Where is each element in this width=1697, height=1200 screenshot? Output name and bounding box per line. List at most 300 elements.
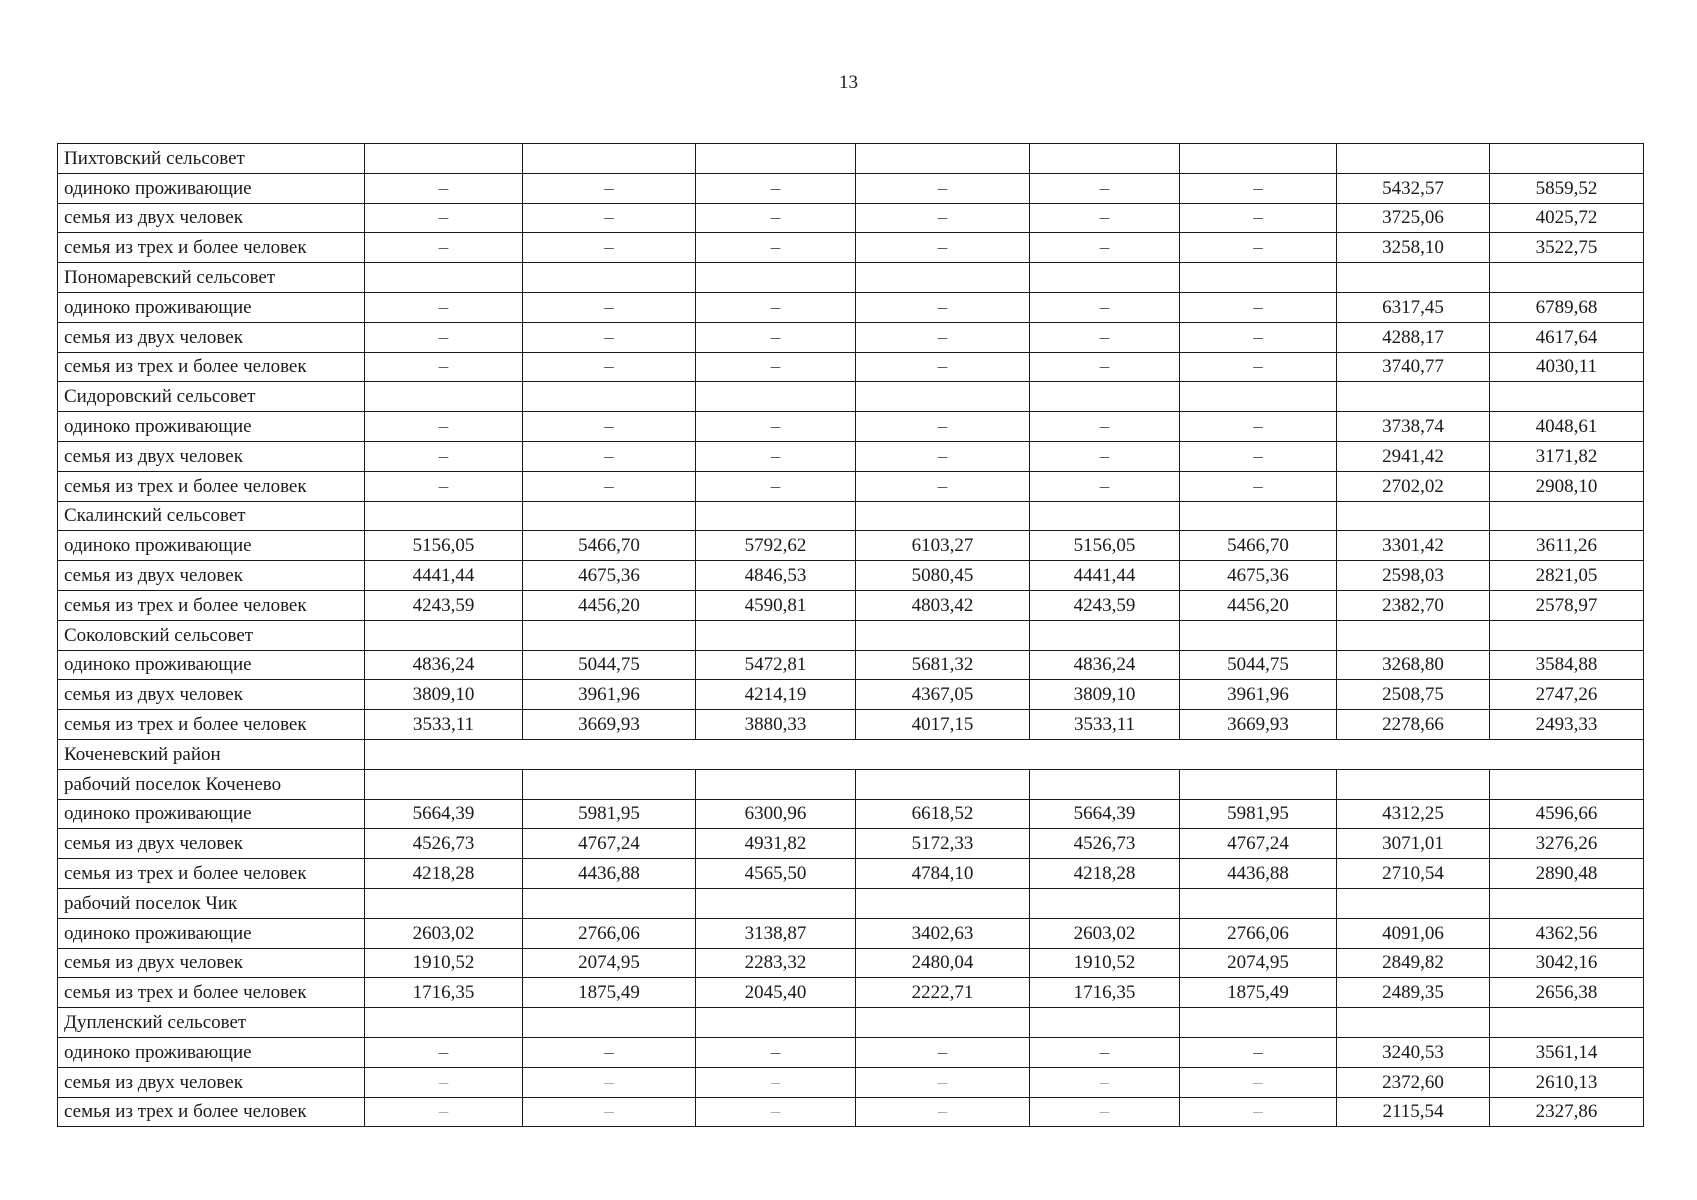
value-cell: 6618,52 [856, 799, 1030, 829]
section-name: Соколовский сельсовет [58, 620, 365, 650]
dash-cell: – [696, 233, 856, 263]
value-cell: 4526,73 [1030, 829, 1180, 859]
value-cell: 4025,72 [1490, 203, 1644, 233]
dash-cell: – [1030, 412, 1180, 442]
empty-cell [523, 888, 696, 918]
empty-cell [1337, 769, 1490, 799]
row-label: семья из двух человек [58, 203, 365, 233]
dash-cell: – [856, 233, 1030, 263]
dash-cell: – [1030, 441, 1180, 471]
empty-cell [1180, 382, 1337, 412]
dash-cell: – [1030, 471, 1180, 501]
row-label: одиноко проживающие [58, 1037, 365, 1067]
value-cell: 2489,35 [1337, 978, 1490, 1008]
value-cell: 5981,95 [1180, 799, 1337, 829]
empty-cell [523, 501, 696, 531]
empty-cell [1030, 1008, 1180, 1038]
value-cell: 6300,96 [696, 799, 856, 829]
dash-cell: – [365, 1067, 523, 1097]
value-cell: 2702,02 [1337, 471, 1490, 501]
empty-cell [856, 1008, 1030, 1038]
value-cell: 3258,10 [1337, 233, 1490, 263]
empty-cell [1337, 888, 1490, 918]
value-cell: 3809,10 [365, 680, 523, 710]
section-header-row [58, 382, 1644, 412]
dash-cell: – [856, 471, 1030, 501]
dash-cell: – [856, 352, 1030, 382]
dash-cell: – [856, 292, 1030, 322]
dash-cell: – [523, 1097, 696, 1127]
row-label: одиноко проживающие [58, 799, 365, 829]
empty-cell [1030, 620, 1180, 650]
value-cell: 3071,01 [1337, 829, 1490, 859]
empty-cell [1180, 263, 1337, 293]
empty-cell [1337, 382, 1490, 412]
table-row [58, 531, 1644, 561]
empty-cell [1030, 501, 1180, 531]
value-cell: 3533,11 [1030, 710, 1180, 740]
row-label: семья из двух человек [58, 948, 365, 978]
empty-cell [1490, 888, 1644, 918]
value-cell: 5044,75 [1180, 650, 1337, 680]
dash-cell: – [523, 352, 696, 382]
value-cell: 2766,06 [523, 918, 696, 948]
dash-cell: – [365, 1097, 523, 1127]
dash-cell: – [1180, 471, 1337, 501]
empty-cell [1180, 888, 1337, 918]
dash-cell: – [1030, 322, 1180, 352]
value-cell: 2222,71 [856, 978, 1030, 1008]
value-cell: 4441,44 [365, 561, 523, 591]
section-name: рабочий поселок Чик [58, 888, 365, 918]
value-cell: 2766,06 [1180, 918, 1337, 948]
value-cell: 2890,48 [1490, 859, 1644, 889]
value-cell: 4617,64 [1490, 322, 1644, 352]
value-cell: 2327,86 [1490, 1097, 1644, 1127]
value-cell: 5156,05 [365, 531, 523, 561]
empty-cell [1337, 1008, 1490, 1038]
value-cell: 4048,61 [1490, 412, 1644, 442]
value-cell: 4441,44 [1030, 561, 1180, 591]
section-name: Пономаревский сельсовет [58, 263, 365, 293]
table-row [58, 322, 1644, 352]
table-row [58, 292, 1644, 322]
value-cell: 4243,59 [1030, 590, 1180, 620]
value-cell: 3301,42 [1337, 531, 1490, 561]
value-cell: 4590,81 [696, 590, 856, 620]
empty-cell [365, 144, 523, 174]
dash-cell: – [1030, 292, 1180, 322]
empty-cell [696, 1008, 856, 1038]
empty-cell [523, 144, 696, 174]
dash-cell: – [856, 173, 1030, 203]
value-cell: 5664,39 [365, 799, 523, 829]
empty-cell [696, 263, 856, 293]
value-cell: 2493,33 [1490, 710, 1644, 740]
empty-cell [696, 501, 856, 531]
empty-cell [1337, 620, 1490, 650]
row-label: одиноко проживающие [58, 650, 365, 680]
value-cell: 4218,28 [365, 859, 523, 889]
row-label: одиноко проживающие [58, 531, 365, 561]
value-cell: 3738,74 [1337, 412, 1490, 442]
table-row [58, 203, 1644, 233]
value-cell: 4091,06 [1337, 918, 1490, 948]
value-cell: 2821,05 [1490, 561, 1644, 591]
table-row [58, 1097, 1644, 1127]
empty-cell [1030, 263, 1180, 293]
value-cell: 2603,02 [365, 918, 523, 948]
value-cell: 4362,56 [1490, 918, 1644, 948]
value-cell: 4288,17 [1337, 322, 1490, 352]
value-cell: 3961,96 [1180, 680, 1337, 710]
value-cell: 3402,63 [856, 918, 1030, 948]
value-cell: 1716,35 [1030, 978, 1180, 1008]
value-cell: 6789,68 [1490, 292, 1644, 322]
value-cell: 3669,93 [523, 710, 696, 740]
dash-cell: – [365, 471, 523, 501]
value-cell: 3880,33 [696, 710, 856, 740]
table-row [58, 233, 1644, 263]
dash-cell: – [856, 1097, 1030, 1127]
row-label: семья из двух человек [58, 680, 365, 710]
dash-cell: – [365, 233, 523, 263]
table-row [58, 590, 1644, 620]
row-label: семья из двух человек [58, 322, 365, 352]
empty-cell [523, 1008, 696, 1038]
district-name: Коченевский район [58, 739, 365, 769]
value-cell: 5172,33 [856, 829, 1030, 859]
value-cell: 4017,15 [856, 710, 1030, 740]
dash-cell: – [1180, 203, 1337, 233]
value-cell: 5432,57 [1337, 173, 1490, 203]
value-cell: 2610,13 [1490, 1067, 1644, 1097]
dash-cell: – [365, 1037, 523, 1067]
dash-cell: – [856, 441, 1030, 471]
row-label: семья из трех и более человек [58, 590, 365, 620]
section-header-row [58, 501, 1644, 531]
section-header-row [58, 888, 1644, 918]
dash-cell: – [523, 203, 696, 233]
row-label: одиноко проживающие [58, 292, 365, 322]
dash-cell: – [1030, 1037, 1180, 1067]
dash-cell: – [365, 203, 523, 233]
empty-cell [696, 620, 856, 650]
value-cell: 4836,24 [1030, 650, 1180, 680]
value-cell: 3171,82 [1490, 441, 1644, 471]
value-cell: 1875,49 [523, 978, 696, 1008]
empty-cell [1180, 769, 1337, 799]
dash-cell: – [365, 352, 523, 382]
table-row [58, 799, 1644, 829]
value-cell: 2372,60 [1337, 1067, 1490, 1097]
empty-cell [696, 144, 856, 174]
row-label: одиноко проживающие [58, 918, 365, 948]
table-row [58, 412, 1644, 442]
value-cell: 5792,62 [696, 531, 856, 561]
page-number: 13 [839, 72, 858, 93]
tariff-table [57, 143, 1644, 1127]
dash-cell: – [1180, 322, 1337, 352]
section-header-row [58, 144, 1644, 174]
value-cell: 4367,05 [856, 680, 1030, 710]
row-label: семья из двух человек [58, 1067, 365, 1097]
empty-cell [1180, 501, 1337, 531]
dash-cell: – [1180, 173, 1337, 203]
value-cell: 1716,35 [365, 978, 523, 1008]
dash-cell: – [856, 203, 1030, 233]
value-cell: 2603,02 [1030, 918, 1180, 948]
value-cell: 2508,75 [1337, 680, 1490, 710]
table-row [58, 352, 1644, 382]
value-cell: 2849,82 [1337, 948, 1490, 978]
value-cell: 2115,54 [1337, 1097, 1490, 1127]
dash-cell: – [523, 322, 696, 352]
row-label: семья из трех и более человек [58, 859, 365, 889]
value-cell: 5466,70 [523, 531, 696, 561]
empty-cell [696, 382, 856, 412]
empty-cell [856, 382, 1030, 412]
section-name: Сидоровский сельсовет [58, 382, 365, 412]
value-cell: 6103,27 [856, 531, 1030, 561]
value-cell: 4030,11 [1490, 352, 1644, 382]
value-cell: 2578,97 [1490, 590, 1644, 620]
dash-cell: – [365, 322, 523, 352]
empty-cell [1490, 382, 1644, 412]
section-header-row [58, 769, 1644, 799]
dash-cell: – [856, 412, 1030, 442]
value-cell: 4596,66 [1490, 799, 1644, 829]
district-header-row [58, 739, 1644, 769]
section-name: Дупленский сельсовет [58, 1008, 365, 1038]
value-cell: 3522,75 [1490, 233, 1644, 263]
value-cell: 2074,95 [1180, 948, 1337, 978]
value-cell: 2382,70 [1337, 590, 1490, 620]
value-cell: 4565,50 [696, 859, 856, 889]
dash-cell: – [696, 412, 856, 442]
empty-cell [1030, 769, 1180, 799]
row-label: семья из трех и более человек [58, 710, 365, 740]
row-label: одиноко проживающие [58, 173, 365, 203]
value-cell: 2278,66 [1337, 710, 1490, 740]
empty-cell [365, 382, 523, 412]
value-cell: 4436,88 [523, 859, 696, 889]
value-cell: 3533,11 [365, 710, 523, 740]
empty-cell [1490, 769, 1644, 799]
row-label: одиноко проживающие [58, 412, 365, 442]
dash-cell: – [696, 471, 856, 501]
section-name: Скалинский сельсовет [58, 501, 365, 531]
value-cell: 5472,81 [696, 650, 856, 680]
value-cell: 5664,39 [1030, 799, 1180, 829]
value-cell: 4218,28 [1030, 859, 1180, 889]
value-cell: 5044,75 [523, 650, 696, 680]
value-cell: 3138,87 [696, 918, 856, 948]
dash-cell: – [1030, 203, 1180, 233]
table-row [58, 948, 1644, 978]
dash-cell: – [1030, 352, 1180, 382]
value-cell: 4803,42 [856, 590, 1030, 620]
dash-cell: – [365, 292, 523, 322]
value-cell: 2598,03 [1337, 561, 1490, 591]
value-cell: 3584,88 [1490, 650, 1644, 680]
dash-cell: – [856, 1067, 1030, 1097]
value-cell: 3561,14 [1490, 1037, 1644, 1067]
table-row [58, 829, 1644, 859]
row-label: семья из трех и более человек [58, 978, 365, 1008]
row-label: семья из трех и более человек [58, 233, 365, 263]
empty-cell [365, 888, 523, 918]
value-cell: 4526,73 [365, 829, 523, 859]
value-cell: 6317,45 [1337, 292, 1490, 322]
value-cell: 5981,95 [523, 799, 696, 829]
value-cell: 4836,24 [365, 650, 523, 680]
empty-cell [856, 620, 1030, 650]
value-cell: 4846,53 [696, 561, 856, 591]
value-cell: 4784,10 [856, 859, 1030, 889]
value-cell: 2283,32 [696, 948, 856, 978]
value-cell: 2941,42 [1337, 441, 1490, 471]
row-label: семья из двух человек [58, 441, 365, 471]
value-cell: 3725,06 [1337, 203, 1490, 233]
empty-cell [365, 620, 523, 650]
dash-cell: – [523, 1067, 696, 1097]
value-cell: 5156,05 [1030, 531, 1180, 561]
value-cell: 3740,77 [1337, 352, 1490, 382]
empty-cell [523, 620, 696, 650]
empty-cell [1030, 144, 1180, 174]
dash-cell: – [1030, 173, 1180, 203]
table-row [58, 1037, 1644, 1067]
section-header-row [58, 263, 1644, 293]
dash-cell: – [1180, 292, 1337, 322]
value-cell: 5080,45 [856, 561, 1030, 591]
table-row [58, 650, 1644, 680]
dash-cell: – [1030, 1097, 1180, 1127]
dash-cell: – [696, 441, 856, 471]
dash-cell: – [696, 352, 856, 382]
table-row [58, 978, 1644, 1008]
value-cell: 3669,93 [1180, 710, 1337, 740]
dash-cell: – [523, 412, 696, 442]
table-body [58, 144, 1644, 1127]
dash-cell: – [696, 1037, 856, 1067]
value-cell: 4312,25 [1337, 799, 1490, 829]
empty-cell [1490, 1008, 1644, 1038]
dash-cell: – [365, 441, 523, 471]
value-cell: 5859,52 [1490, 173, 1644, 203]
dash-cell: – [523, 173, 696, 203]
value-cell: 1910,52 [365, 948, 523, 978]
empty-cell [696, 769, 856, 799]
table-row [58, 173, 1644, 203]
value-cell: 3611,26 [1490, 531, 1644, 561]
dash-cell: – [696, 322, 856, 352]
empty-cell [856, 144, 1030, 174]
empty-cell [1180, 620, 1337, 650]
section-header-row [58, 620, 1644, 650]
dash-cell: – [523, 292, 696, 322]
empty-cell [365, 263, 523, 293]
value-cell: 3042,16 [1490, 948, 1644, 978]
value-cell: 5466,70 [1180, 531, 1337, 561]
dash-cell: – [1030, 233, 1180, 263]
value-cell: 2045,40 [696, 978, 856, 1008]
section-name: Пихтовский сельсовет [58, 144, 365, 174]
dash-cell: – [696, 173, 856, 203]
empty-cell [365, 769, 523, 799]
empty-cell [1337, 501, 1490, 531]
section-header-row [58, 1008, 1644, 1038]
row-label: семья из двух человек [58, 561, 365, 591]
dash-cell: – [1180, 352, 1337, 382]
table-row [58, 1067, 1644, 1097]
value-cell: 4931,82 [696, 829, 856, 859]
empty-cell [1490, 144, 1644, 174]
dash-cell: – [523, 471, 696, 501]
empty-cell [1337, 263, 1490, 293]
value-cell: 4436,88 [1180, 859, 1337, 889]
empty-cell [856, 769, 1030, 799]
dash-cell: – [856, 1037, 1030, 1067]
empty-cell [1337, 144, 1490, 174]
value-cell: 5681,32 [856, 650, 1030, 680]
value-cell: 4675,36 [1180, 561, 1337, 591]
value-cell: 2074,95 [523, 948, 696, 978]
value-cell: 1875,49 [1180, 978, 1337, 1008]
value-cell: 4214,19 [696, 680, 856, 710]
value-cell: 2710,54 [1337, 859, 1490, 889]
dash-cell: – [696, 1097, 856, 1127]
row-label: семья из трех и более человек [58, 1097, 365, 1127]
dash-cell: – [365, 173, 523, 203]
section-name: рабочий поселок Коченево [58, 769, 365, 799]
dash-cell: – [696, 203, 856, 233]
value-cell: 2908,10 [1490, 471, 1644, 501]
empty-cell [1030, 888, 1180, 918]
empty-cell [1490, 620, 1644, 650]
value-cell: 3240,53 [1337, 1037, 1490, 1067]
value-cell: 4243,59 [365, 590, 523, 620]
value-cell: 4767,24 [1180, 829, 1337, 859]
value-cell: 2747,26 [1490, 680, 1644, 710]
table-row [58, 561, 1644, 591]
table-row [58, 471, 1644, 501]
dash-cell: – [523, 441, 696, 471]
row-label: семья из трех и более человек [58, 471, 365, 501]
value-cell: 4767,24 [523, 829, 696, 859]
dash-cell: – [1180, 1037, 1337, 1067]
table-row [58, 859, 1644, 889]
value-cell: 3276,26 [1490, 829, 1644, 859]
empty-cell [523, 769, 696, 799]
empty-cell [365, 501, 523, 531]
empty-cell [856, 888, 1030, 918]
empty-cell [523, 382, 696, 412]
value-cell: 4456,20 [523, 590, 696, 620]
dash-cell: – [523, 1037, 696, 1067]
merged-empty-cell [365, 739, 1644, 769]
dash-cell: – [1180, 412, 1337, 442]
empty-cell [523, 263, 696, 293]
dash-cell: – [1180, 233, 1337, 263]
dash-cell: – [523, 233, 696, 263]
value-cell: 3809,10 [1030, 680, 1180, 710]
empty-cell [696, 888, 856, 918]
dash-cell: – [1030, 1067, 1180, 1097]
dash-cell: – [365, 412, 523, 442]
dash-cell: – [1180, 441, 1337, 471]
